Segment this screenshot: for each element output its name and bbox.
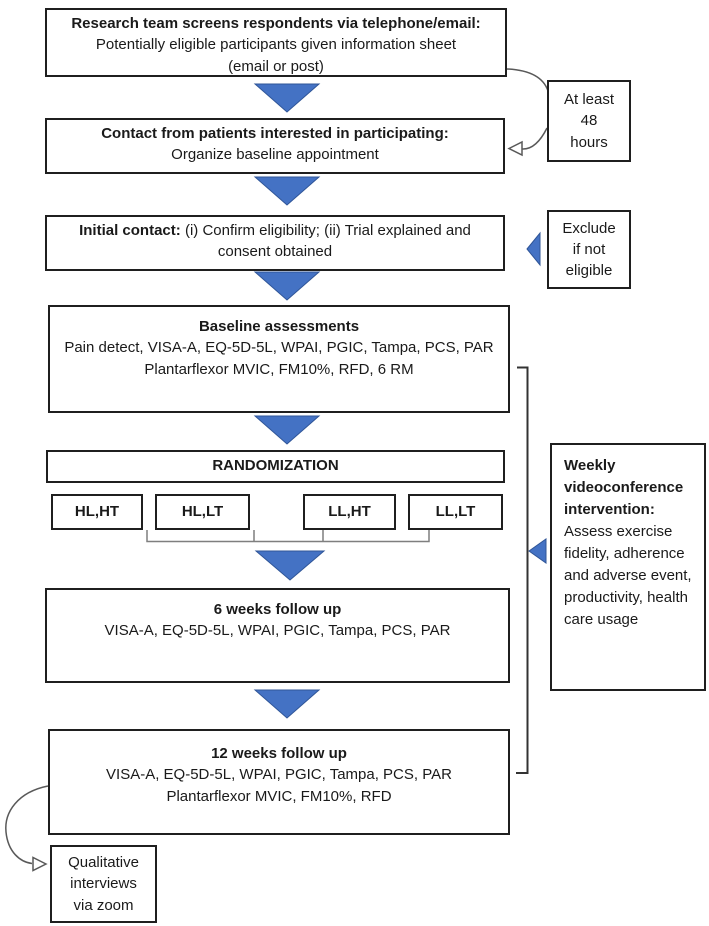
wait-48h-line2: 48 (580, 112, 598, 130)
screening-body-line2: (email or post) (228, 57, 324, 75)
week12-box (48, 729, 510, 835)
initial-contact-body: (i) Confirm eligibility; (ii) Trial explained and consent obtained (184, 222, 471, 261)
group-box-hl-ht (51, 494, 143, 530)
weekly-intervention-title: Weekly videoconference intervention: (564, 457, 684, 519)
contact-body: Organize baseline appointment (171, 146, 379, 164)
randomization-box (46, 450, 505, 483)
group-bracket (147, 530, 429, 542)
curve-screening-to-48h (507, 69, 548, 91)
down-arrow-icon (255, 690, 319, 718)
open-arrowhead-left-icon (509, 142, 522, 155)
left-arrow-icon (527, 233, 540, 265)
initial-contact-box (45, 215, 505, 271)
exclude-line1: Exclude (562, 219, 616, 237)
contact-title: Contact from patients interested in participating: (101, 125, 449, 142)
week6-box (45, 588, 510, 683)
intervention-span-bracket (516, 368, 528, 774)
qualitative-line3: via zoom (73, 896, 134, 914)
open-arrowhead-right-icon (33, 858, 46, 871)
exclude-line3: eligible (565, 262, 613, 280)
wait-48h-line1: At least (563, 91, 615, 109)
group-label: HL,HT (74, 503, 120, 521)
group-box-ll-ht (303, 494, 396, 530)
qualitative-box (50, 845, 157, 923)
left-arrow-icon (529, 539, 546, 563)
down-arrow-icon (255, 416, 319, 444)
contact-box (45, 118, 505, 174)
weekly-intervention-body: Assess exercise fidelity, adherence and adverse event, productivity, health care usage (564, 523, 692, 629)
down-arrow-icon (255, 84, 319, 112)
curve-week12-to-qualitative (6, 786, 48, 864)
group-box-ll-lt (408, 494, 503, 530)
qualitative-line1: Qualitative (68, 854, 139, 872)
week12-line2: Plantarflexor MVIC, FM10%, RFD (166, 787, 392, 805)
baseline-line2: Plantarflexor MVIC, FM10%, RFD, 6 RM (144, 360, 414, 378)
week6-line1: VISA-A, EQ-5D-5L, WPAI, PGIC, Tampa, PCS, PAR (104, 622, 451, 640)
down-arrow-icon (256, 551, 324, 580)
exclude-note (547, 210, 631, 289)
weekly-intervention-box (550, 443, 706, 691)
baseline-line1: Pain detect, VISA-A, EQ-5D-5L, WPAI, PGIC, Tampa, PCS, PAR (64, 339, 494, 357)
week6-title: 6 weeks follow up (213, 601, 342, 618)
week12-title: 12 weeks follow up (211, 745, 347, 762)
baseline-box (48, 305, 510, 413)
screening-box (45, 8, 507, 77)
wait-48h-note (547, 80, 631, 162)
baseline-title: Baseline assessments (198, 318, 360, 335)
group-label: LL,HT (328, 503, 371, 521)
week12-line1: VISA-A, EQ-5D-5L, WPAI, PGIC, Tampa, PCS, PAR (106, 766, 452, 784)
screening-body-line1: Potentially eligible participants given information sheet (95, 36, 457, 54)
initial-contact-title: Initial contact: (79, 222, 181, 239)
randomization-title: RANDOMIZATION (212, 457, 339, 474)
wait-48h-line3: hours (570, 133, 608, 151)
curve-48h-to-contact (522, 128, 547, 149)
down-arrow-icon (255, 177, 319, 205)
group-label: HL,LT (181, 503, 224, 521)
group-box-hl-lt (155, 494, 250, 530)
down-arrow-icon (255, 272, 319, 300)
exclude-line2: if not (572, 240, 606, 258)
group-label: LL,LT (435, 503, 476, 521)
screening-title: Research team screens respondents via telephone/email: (71, 15, 481, 32)
qualitative-line2: interviews (70, 875, 137, 893)
